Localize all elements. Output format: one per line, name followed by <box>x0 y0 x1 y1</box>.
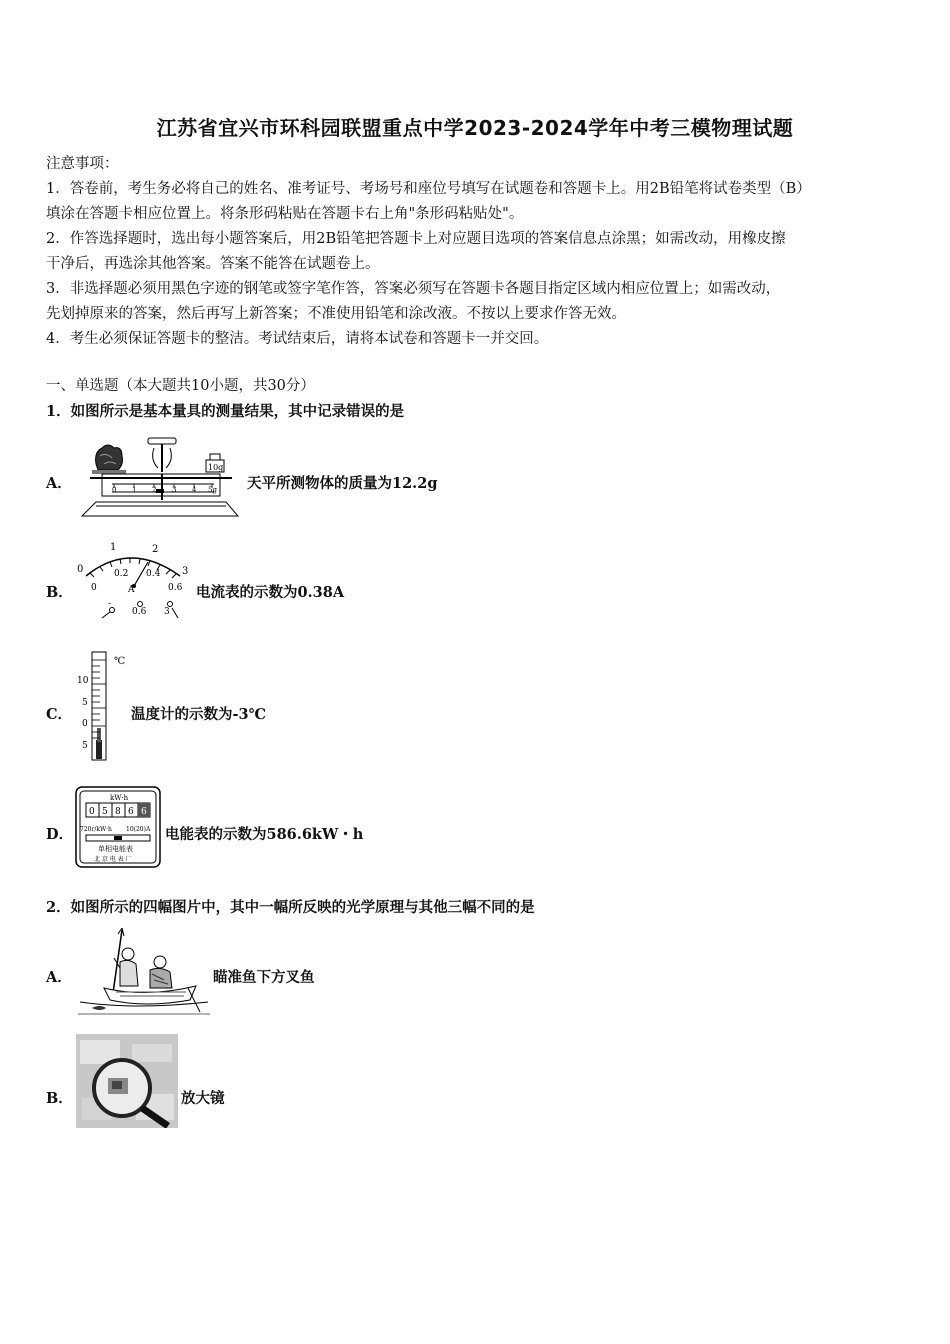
notice-line: 干净后，再选涂其他答案。答案不能答在试题卷上。 <box>46 256 380 272</box>
notice-heading: 注意事项： <box>46 156 119 172</box>
meter-maker: 北 京 电 表 厂 <box>94 856 132 863</box>
notice-line: 4．考生必须保证答题卡的整洁。考试结束后，请将本试卷和答题卡一并交回。 <box>46 331 549 347</box>
section-heading: 一、单选题（本大题共10小题，共30分） <box>46 378 315 394</box>
page-title: 江苏省宜兴市环科园联盟重点中学2023-2024学年中考三模物理试题 <box>156 116 794 140</box>
meter-digit: 5 <box>102 807 108 817</box>
notice-block <box>46 152 906 352</box>
ammeter-big-scale: 1 <box>110 542 117 553</box>
thermometer-figure <box>74 650 134 762</box>
balance-scale-label: 0 <box>112 486 117 494</box>
ammeter-terminal: - <box>108 599 112 609</box>
balance-weight-label: 10g <box>208 463 224 472</box>
question-1-stem: 1．如图所示是基本量具的测量结果，其中记录错误的是 <box>46 403 405 420</box>
meter-digit: 0 <box>89 807 95 817</box>
thermometer-tick: 5 <box>82 741 88 751</box>
balance-scale-label: 5g <box>208 486 217 494</box>
ammeter-small-scale: 0.6 <box>168 583 183 593</box>
meter-digit: 6 <box>141 807 147 817</box>
ammeter-figure <box>74 540 194 620</box>
ammeter-small-scale: 0.2 <box>114 569 129 579</box>
meter-digit: 8 <box>115 807 121 817</box>
balance-scale-label: 3 <box>172 486 177 494</box>
q2-option-a-text: 瞄准鱼下方叉鱼 <box>213 969 315 986</box>
q2-option-a-letter: A． <box>46 969 72 986</box>
ammeter-small-scale: 0 <box>91 583 97 593</box>
meter-unit: kW·h <box>110 794 129 802</box>
notice-line: 1．答卷前，考生务必将自己的姓名、准考证号、考场号和座位号填写在试题卷和答题卡上。用2B铅笔将试卷类型（B） <box>46 181 811 197</box>
q1-option-d-letter: D． <box>46 826 74 843</box>
ammeter-big-scale: 0 <box>77 564 84 575</box>
q1-option-b-text: 电流表的示数为0.38A <box>196 584 345 601</box>
ammeter-unit: A <box>128 585 135 595</box>
meter-spec-left: 720r/kW·h <box>80 826 112 833</box>
thermometer-tick: 5 <box>82 698 88 708</box>
q2-option-b-letter: B． <box>46 1090 73 1107</box>
q1-option-a-text: 天平所测物体的质量为12.2g <box>247 475 438 492</box>
notice-line: 2．作答选择题时，选出每小题答案后，用2B铅笔把答题卡上对应题目选项的答案信息点涂黑；如需改动，用橡皮擦 <box>46 231 786 247</box>
ammeter-big-scale: 3 <box>182 566 189 577</box>
ammeter-big-scale: 2 <box>152 544 159 555</box>
fishing-figure <box>76 928 210 1020</box>
ammeter-small-scale: 0.4 <box>146 569 161 579</box>
q1-option-c-text: 温度计的示数为-3℃ <box>131 706 266 723</box>
meter-name: 单相电能表 <box>98 845 133 853</box>
q1-option-d-text: 电能表的示数为586.6kW・h <box>165 826 364 843</box>
notice-line: 填涂在答题卡相应位置上。将条形码粘贴在答题卡右上角"条形码粘贴处"。 <box>46 206 524 222</box>
q1-option-c-letter: C． <box>46 706 73 723</box>
question-2-stem: 2．如图所示的四幅图片中，其中一幅所反映的光学原理与其他三幅不同的是 <box>46 899 535 916</box>
thermometer-tick: 10 <box>77 676 89 686</box>
balance-scale-label: 4 <box>192 486 197 494</box>
notice-line: 先划掉原来的答案，然后再写上新答案；不准使用铅笔和涂改液。不按以上要求作答无效。 <box>46 306 626 322</box>
ammeter-terminal: 3 <box>164 607 170 617</box>
meter-digit: 6 <box>128 807 134 817</box>
energy-meter-figure <box>74 785 162 869</box>
magnifier-figure <box>76 1034 178 1128</box>
q1-option-a-letter: A． <box>46 475 72 492</box>
thermometer-tick: 0 <box>82 719 88 729</box>
ammeter-terminal: 0.6 <box>132 607 147 617</box>
q1-option-b-letter: B． <box>46 584 73 601</box>
balance-scale-label: 1 <box>132 486 137 494</box>
q2-option-b-text: 放大镜 <box>181 1090 225 1107</box>
meter-spec-right: 10(20)A <box>126 826 151 833</box>
notice-line: 3．非选择题必须用黑色字迹的钢笔或签字笔作答，答案必须写在答题卡各题目指定区域内相应位置上；如需改动， <box>46 281 781 297</box>
balance-scale-label: 2 <box>152 486 157 494</box>
balance-figure <box>78 434 240 520</box>
thermometer-unit: ℃ <box>114 656 126 667</box>
